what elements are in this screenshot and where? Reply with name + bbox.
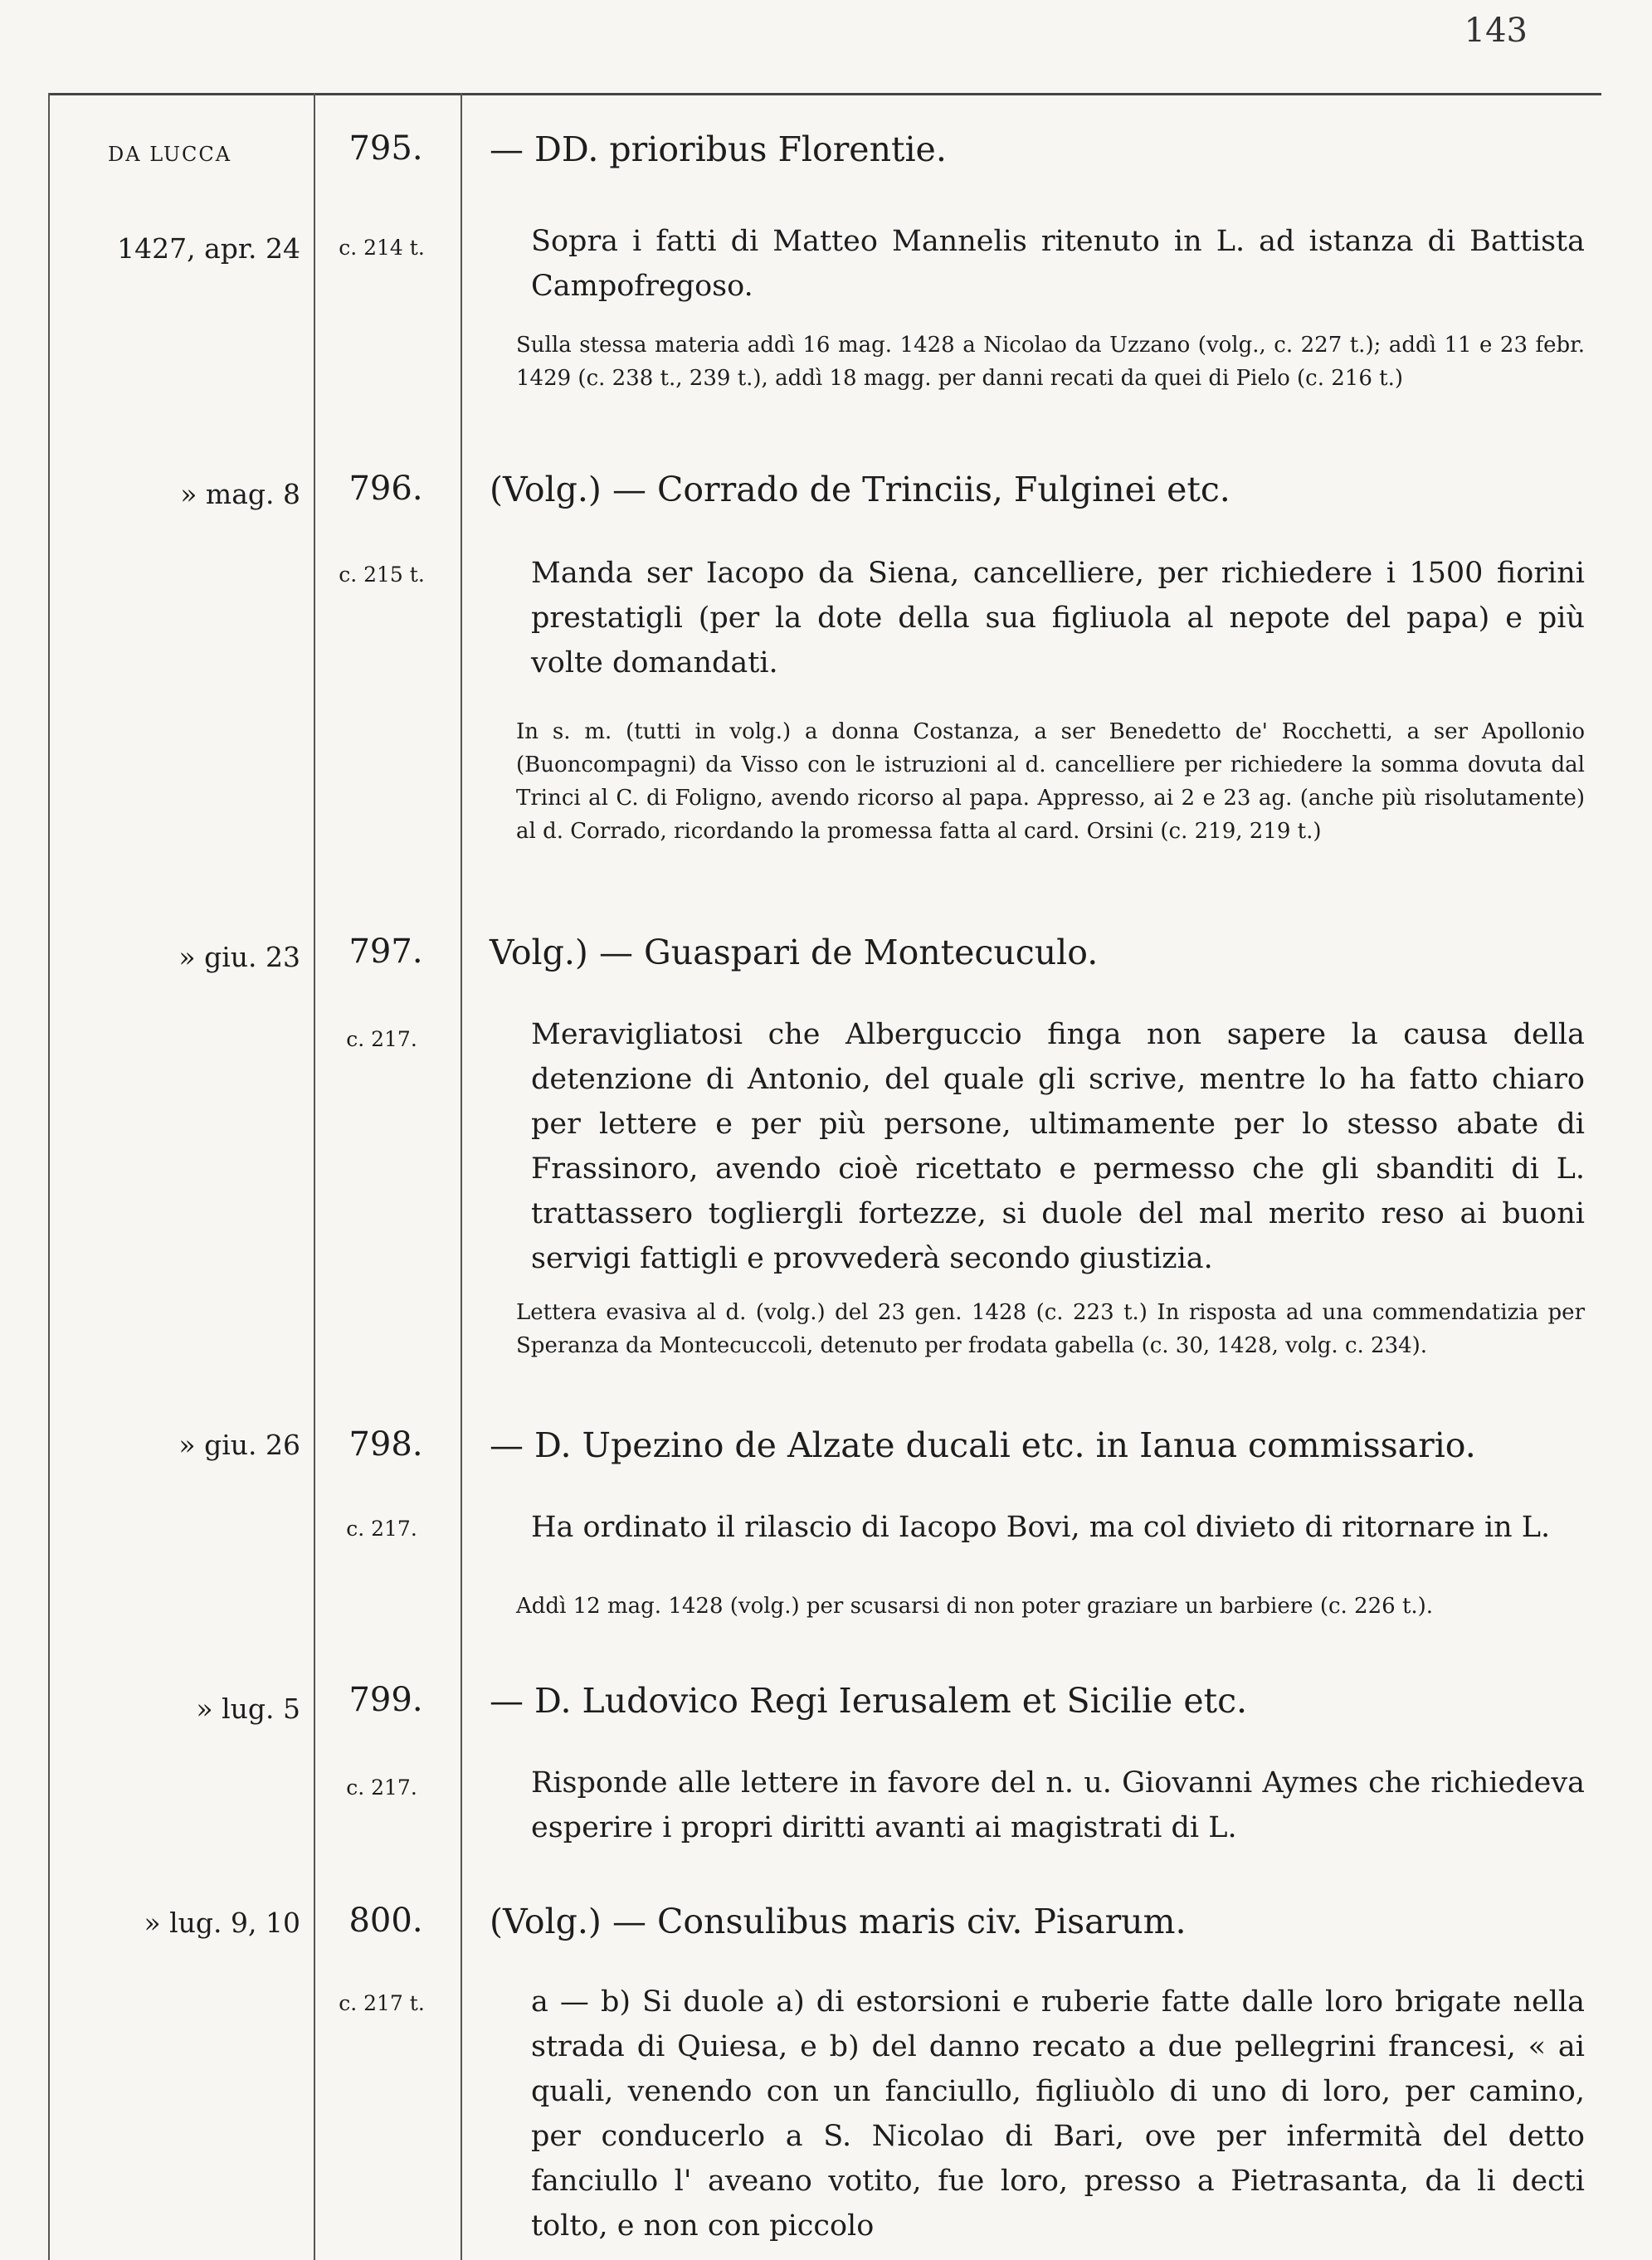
entry-note: Lettera evasiva al d. (volg.) del 23 gen. 1428 (c. 223 t.) In risposta ad una commendatizia per Speranza da Montecuccoli, detenuto per frodata gabella (c. 30, 1428, volg. c. 234). [516,1300,1585,1358]
entry-title: — D. Ludovico Regi Ierusalem et Sicilie etc. [490,1681,1248,1721]
entry-date: 1427, apr. 24 [117,232,300,265]
entry-folio-ref: c. 214 t. [339,236,425,260]
entry-folio-ref: c. 217. [346,1027,417,1051]
entry-summary: Sopra i fatti di Matteo Mannelis ritenuto in L. ad istanza di Battista Campofregoso. [531,225,1585,303]
entry-title: (Volg.) — Corrado de Trinciis, Fulginei etc. [490,470,1230,509]
entry-number: 800. [348,1902,423,1940]
entry-date: » giu. 26 [178,1429,300,1461]
entry-title: — D. Upezino de Alzate ducali etc. in Ianua commissario. [490,1425,1476,1465]
entry-date: » lug. 5 [196,1693,300,1725]
entry-folio-ref: c. 215 t. [339,563,425,587]
entry-summary: Ha ordinato il rilascio di Iacopo Bovi, ma col divieto di ritornare in L. [531,1511,1551,1544]
column-rule-number [461,93,462,2260]
entry-title: — DD. prioribus Florentie. [490,129,947,169]
entry-title: (Volg.) — Consulibus maris civ. Pisarum. [490,1902,1187,1941]
entry-number: 798. [348,1425,423,1464]
entry-note: Addì 12 mag. 1428 (volg.) per scusarsi di non poter graziare un barbiere (c. 226 t.). [516,1594,1434,1619]
entry-summary: Risponde alle lettere in favore del n. u. Giovanni Aymes che richiedeva esperire i propri diritti avanti ai magistrati di L. [531,1766,1585,1844]
entry-folio-ref: c. 217. [346,1775,417,1800]
entry-note: In s. m. (tutti in volg.) a donna Costanza, a ser Benedetto de' Rocchetti, a ser Apollonio (Buoncompagni) da Visso con le istruzioni al d. cancelliere per richiedere la somma dovuta dal Trinci al C. di Foligno, avendo ricorso al papa. Appresso, ai 2 e 23 ag. (anche più risolutamente) al d. Corrado, ricordando la promessa fatta al card. Orsini (c. 219, 219 t.) [516,719,1585,844]
entry-date: » lug. 9, 10 [144,1907,300,1939]
entry-folio-ref: c. 217. [346,1517,417,1541]
entry-date: » giu. 23 [178,941,300,973]
entry-number: 796. [348,470,423,508]
entry-summary: a — b) Si duole a) di estorsioni e ruberie fatte dalle loro brigate nella strada di Quiesa, e b) del danno recato a due pellegrini francesi, « ai quali, venendo con un fanciullo, figliuòlo di uno di loro, per camino, per conducerlo a S. Nicolao di Bari, ove per infermità del detto fanciullo l' aveano votito, fue loro, presso a Pietrasanta, da li decti tolto, e non con piccolo [531,1985,1585,2243]
entry-summary: Meravigliatosi che Alberguccio finga non sapere la causa della detenzione di Antonio, del quale gli scrive, mentre lo ha fatto chiaro per lettere e per più persone, ultimamente per lo stesso abate di Frassinoro, avendo cioè ricettato e permesso che gli sbanditi di L. trattassero togliergli fortezze, si duole del mal merito reso ai buoni servigi fattigli e provvederà secondo giustizia. [531,1018,1585,1275]
entry-folio-ref: c. 217 t. [339,1991,425,2015]
header-rule [48,93,1601,95]
entry-summary: Manda ser Iacopo da Siena, cancelliere, per richiedere i 1500 fiorini prestatigli (per la dote della sua figliuola al nepote del papa) e più volte domandati. [531,557,1585,679]
entry-note: Sulla stessa materia addì 16 mag. 1428 a Nicolao da Uzzano (volg., c. 227 t.); addì 11 e 23 febr. 1429 (c. 238 t., 239 t.), addì 18 magg. per danni recati da quei di Pielo (c. 216 t.) [516,333,1585,391]
entry-date: » mag. 8 [180,478,300,510]
entry-number: 799. [348,1681,423,1719]
entry-title: Volg.) — Guaspari de Montecuculo. [490,933,1099,972]
column-header: DA LUCCA [108,143,232,166]
entry-number: 795. [348,129,423,168]
page-number: 143 [1464,12,1528,50]
entry-number: 797. [348,933,423,971]
